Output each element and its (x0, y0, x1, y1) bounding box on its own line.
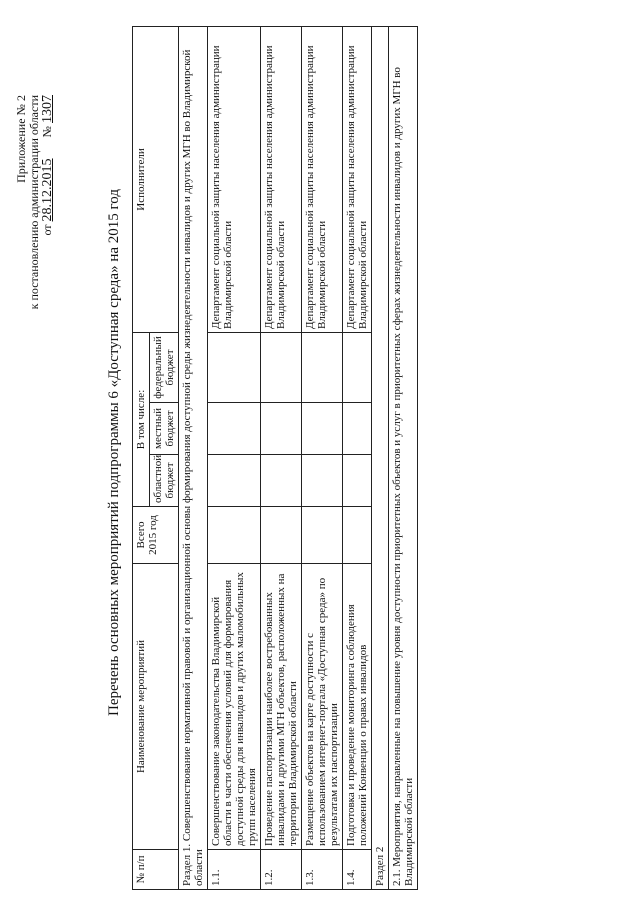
measures-table (132, 26, 418, 890)
row-num: 1.4. (343, 850, 372, 890)
row-regional (302, 455, 343, 507)
row-name: Размещение объектов на карте доступности с использованием интернет-портала «Доступная среда» по результатам их паспортизации (302, 564, 343, 850)
row-executor: Департамент социальной защиты населения администрации Владимирской области (208, 26, 261, 332)
header-name: Наименование мероприятий (133, 564, 179, 850)
section-2-title: Раздел 2 (372, 26, 389, 889)
document-header (15, 95, 54, 309)
row-total (343, 507, 372, 564)
page-title: Перечень основных мероприятий подпрограммы 6 «Доступная среда» на 2015 год (106, 189, 122, 716)
row-num: 1.1. (208, 850, 261, 890)
row-num: 1.2. (261, 850, 302, 890)
section-2-1-title: 2.1. Мероприятия, направленные на повышение уровня доступности приоритетных объектов и услуг в приоритетных сферах жизнедеятельности инвалидов и других МГН во Владимирской области (389, 26, 418, 889)
row-total (261, 507, 302, 564)
row-name: Подготовка и проведение мониторинга соблюдения положений Конвенции о правах инвалидов (343, 564, 372, 850)
row-local (302, 403, 343, 455)
row-regional (343, 455, 372, 507)
row-federal (302, 332, 343, 402)
header-regional: областной бюджет (150, 455, 179, 507)
row-name: Проведение паспортизации наиболее востребованных инвалидами и другими МГН объектов, расположенных на территории Владимирской области (261, 564, 302, 850)
table-row (302, 26, 343, 889)
date-number-line (41, 95, 54, 309)
resolution-label: к постановлению администрации области (27, 95, 41, 310)
section-1-title: Раздел 1. Совершенствование нормативной правовой и организационной основы формирования доступной среды жизнедеятельности инвалидов и других МГН во Владимирской области (179, 26, 208, 889)
appendix-label: Приложение № 2 (14, 95, 28, 183)
header-num: № п/п (133, 850, 179, 890)
header-local: местный бюджет (150, 403, 179, 455)
section-row (372, 26, 389, 889)
row-total (208, 507, 261, 564)
row-federal (343, 332, 372, 402)
row-executor: Департамент социальной защиты населения администрации Владимирской области (302, 26, 343, 332)
row-num: 1.3. (302, 850, 343, 890)
row-name: Совершенствование законодательства Владимирской области в части обеспечения условий для формирования доступной среды для инвалидов и других маломобильных групп населения (208, 564, 261, 850)
table-row (261, 26, 302, 889)
section-row (179, 26, 208, 889)
header-federal: федеральный бюджет (150, 332, 179, 402)
number-label: № (40, 126, 54, 138)
row-federal (261, 332, 302, 402)
row-local (208, 403, 261, 455)
resolution-date: 28.12.2015 (40, 158, 55, 222)
row-executor: Департамент социальной защиты населения администрации Владимирской области (261, 26, 302, 332)
row-local (261, 403, 302, 455)
row-executor: Департамент социальной защиты населения администрации Владимирской области (343, 26, 372, 332)
header-total: Всего 2015 год (133, 507, 179, 564)
row-regional (261, 455, 302, 507)
row-federal (208, 332, 261, 402)
row-regional (208, 455, 261, 507)
table-row (208, 26, 261, 889)
resolution-number: 1307 (40, 95, 55, 123)
row-local (343, 403, 372, 455)
header-including: В том числе: (133, 332, 150, 506)
from-label: от (40, 224, 54, 236)
table-row (343, 26, 372, 889)
header-executors: Исполнители (133, 26, 179, 332)
table-header-row (133, 26, 150, 889)
section-row (389, 26, 418, 889)
row-total (302, 507, 343, 564)
